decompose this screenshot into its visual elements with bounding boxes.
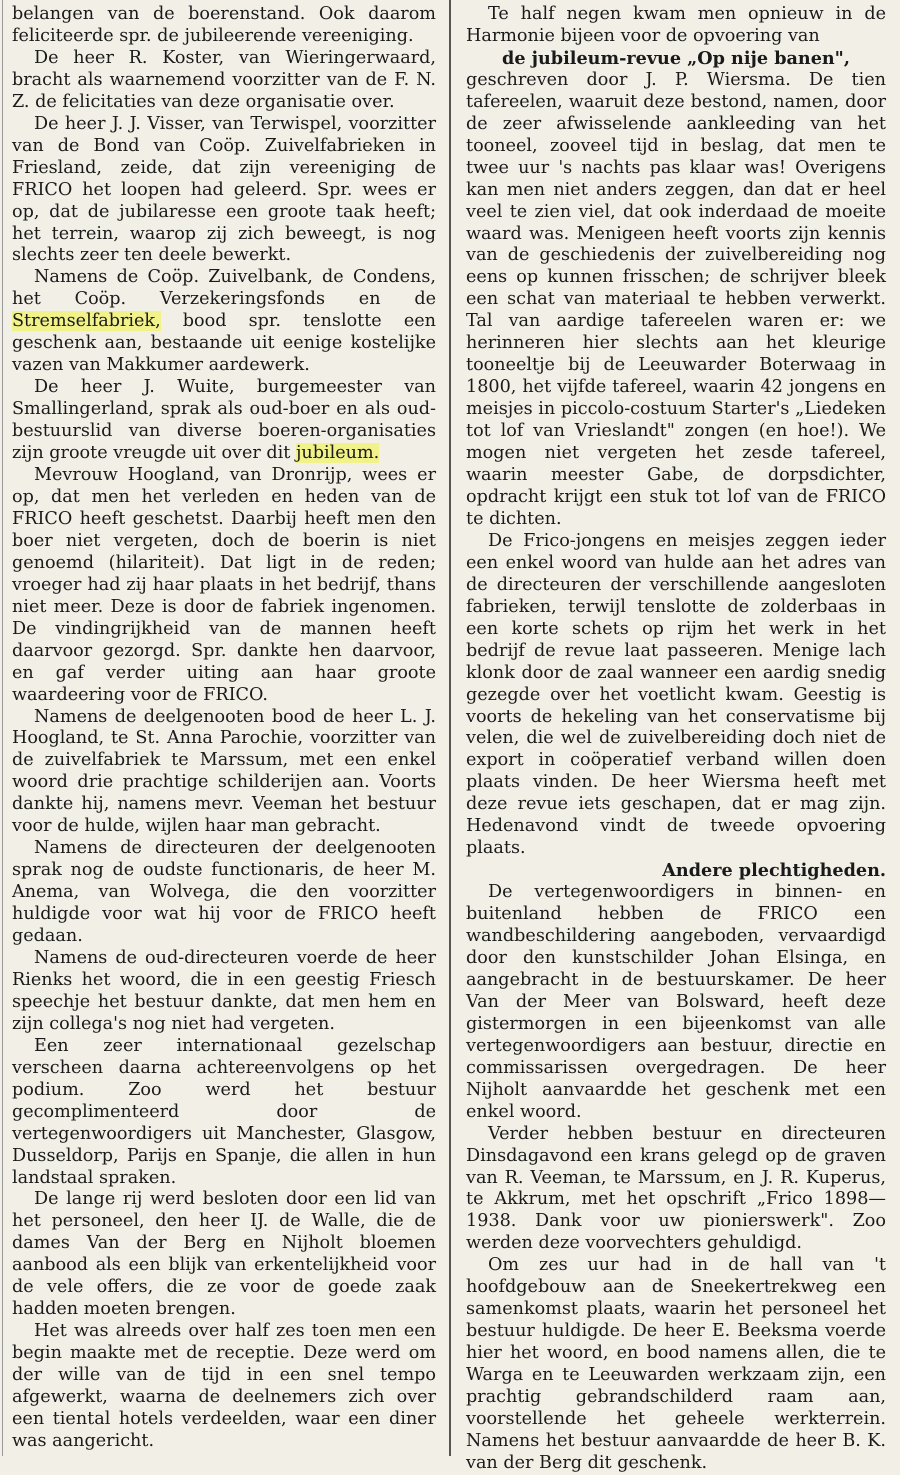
left-column bbox=[12, 4, 436, 1453]
paragraph bbox=[12, 267, 436, 377]
paragraph: Te half negen kwam men opnieuw in de Harmonie bijeen voor de opvoering van bbox=[466, 4, 886, 46]
paragraph: Het was alreeds over half zes toen men een begin maakte met de receptie. Deze werd om der wille van de tijd in een snel tempo afgewerkt, waarna de deelnemers zich over een tiental hotels verdeelden, waar een diner was aangericht. bbox=[12, 1321, 436, 1451]
section-heading: Andere plechtigheden. bbox=[662, 860, 886, 882]
paragraph: geschreven door J. P. Wiersma. De tien tafereelen, waaruit deze bestond, namen, door de zeer afwisselende aankleeding van het tooneel, zooveel tijd in beslag, dat men te twee uur 's nachts pas klaar was! Overigens kan men niet anders zeggen, dan dat er heel veel te zien viel, dat ook inderdaad de moeite waard was. Menigeen heeft voorts zijn kennis van de geschiedenis der zuivelbereiding nog eens op kunnen frisschen; de schrijver bleek een schat van materiaal te hebben verwerkt. Tal van aardige tafereelen waren er: we herinneren hier slechts aan het kleurige tooneeltje bij de Leeuwarder Boterwaag in 1800, het vijfde tafereel, waarin 42 jongens en meisjes in piccolo-costuum Starter's „Liedeken tot lof van Vrieslandt" zongen (en hoe!). We mogen niet vergeten het zesde tafereel, waarin meester Gabe, de dorpsdichter, opdracht krijgt een stuk tot lof van de FRICO te dichten. bbox=[466, 69, 886, 529]
paragraph: De heer R. Koster, van Wieringerwaard, bracht als waarnemend voorzitter van de F. N. Z. de felicitaties van deze organisatie over. bbox=[12, 47, 436, 112]
paragraph: De vertegenwoordigers in binnen- en buitenland hebben de FRICO een wandbeschildering aangeboden, vervaardigd door den kunstschilder Johan Elsinga, en aangebracht in de bestuurskamer. De heer Van der Meer van Bolsward, heeft deze gistermorgen in een bijeenkomst van alle vertegenwoordigers aan bestuur, directie en commissarissen overgedragen. De heer Nijholt aanvaardde het geschenk met een enkel woord. bbox=[466, 882, 886, 1122]
paragraph: Mevrouw Hoogland, van Dronrijp, wees er op, dat men het verleden en heden van de FRICO heeft geschetst. Daarbij heeft men den boer niet vergeten, doch de boerin is niet genoemd (hilariteit). Dat ligt in de reden; vroeger had zij haar plaats in het bedrijf, thans niet meer. Deze is door de fabriek ingenomen. De vindingrijkheid van de mannen heeft daarvoor gezorgd. Spr. dankte hen daarvoor, en gaf verder uiting aan haar groote waardeering voor de FRICO. bbox=[12, 465, 436, 705]
paragraph: De heer J. J. Visser, van Terwispel, voorzitter van de Bond van Coöp. Zuivelfabrieken in Friesland, zeide, dat zijn vereeniging de FRICO het loopen had geleerd. Spr. wees er op, dat de jubilaresse een groote taak heeft; het terrein, waarop zij zich beweegt, is nog slechts zeer ten deele bewerkt. bbox=[12, 113, 436, 266]
column-divider bbox=[449, 0, 451, 1456]
highlighted-term: jubileum. bbox=[295, 443, 380, 464]
paragraph: Een zeer internationaal gezelschap verscheen daarna achtereenvolgens op het podium. Zoo werd het bestuur gecomplimenteerd door de vertegenwoordigers uit Manchester, Glasgow, Dusseldorp, Parijs en Spanje, die allen in hun landstaal spraken. bbox=[12, 1035, 436, 1188]
paragraph bbox=[12, 377, 436, 465]
right-column bbox=[466, 4, 886, 1475]
paragraph: De lange rij werd besloten door een lid van het personeel, den heer IJ. de Walle, die de dames Van der Berg en Nijholt bloemen aanbood als een blijk van erkentelijkheid voor de vele offers, die ze voor de goede zaak hadden moeten brengen. bbox=[12, 1189, 436, 1320]
paragraph: Namens de oud-directeuren voerde de heer Rienks het woord, die in een geestig Friesch speechje het bestuur dankte, dat men hem en zijn collega's nog niet had vergeten. bbox=[12, 947, 436, 1034]
paragraph: belangen van de boerenstand. Ook daarom feliciteerde spr. de jubileerende vereeniging. bbox=[12, 4, 436, 46]
page-edge-line bbox=[2, 0, 3, 1456]
paragraph-text: bood spr. tenslotte een geschenk aan, bestaande uit eenige kostelijke vazen van Makkumer aardewerk. bbox=[12, 311, 436, 376]
paragraph: De Frico-jongens en meisjes zeggen ieder een enkel woord van hulde aan het adres van de directeuren der verschillende aangesloten fabrieken, terwijl tenslotte de zolderbaas in een korte schets op rijm het werk in het bedrijf de revue laat passeeren. Menige lach klonk door de zaal wanneer een aardig snedig gezegde over het voetlicht kwam. Geestig is voorts de hekeling van het conservatisme bij velen, die wel de zuivelbereiding doch niet de export in coöperatief verband willen doen plaats vinden. De heer Wiersma heeft met deze revue iets geschapen, dat er mag zijn. Hedenavond vindt de tweede opvoering plaats. bbox=[466, 530, 886, 859]
paragraph: Namens de deelgenooten bood de heer L. J. Hoogland, te St. Anna Parochie, voorzitter van de zuivelfabriek te Marssum, met een enkel woord drie prachtige schilderijen aan. Voorts dankte hij, namens mevr. Veeman het bestuur voor de hulde, wijlen haar man gebracht. bbox=[12, 706, 436, 837]
paragraph: Verder hebben bestuur en directeuren Dinsdagavond een krans gelegd op de graven van R. Veeman, te Marssum, en J. R. Kuperus, te Akkrum, met het opschrift „Frico 1898—1938. Dank voor uw pionierswerk". Zoo werden deze voorvechters gehuldigd. bbox=[466, 1123, 886, 1254]
section-heading: de jubileum-revue „Op nije banen", bbox=[502, 47, 850, 69]
highlighted-term: Stremselfabriek, bbox=[12, 311, 161, 332]
paragraph: Om zes uur had in de hall van 't hoofdgebouw aan de Sneekertrekweg een samenkomst plaats, waarin het personeel het bestuur huldigde. De heer E. Beeksma voerde hier het woord, en bood namens allen, die te Warga en te Leeuwarden werkzaam zijn, een prachtig gebrandschilderd raam aan, voorstellende het geheele werkterrein. Namens het bestuur aanvaardde de heer B. K. van der Berg dit geschenk. bbox=[466, 1255, 886, 1473]
paragraph-text: Namens de Coöp. Zuivelbank, de Condens, het Coöp. Verzekeringsfonds en de bbox=[12, 267, 436, 310]
paragraph: Namens de directeuren der deelgenooten sprak nog de oudste functionaris, de heer M. Anema, van Wolvega, die den voorzitter huldigde voor wat hij voor de FRICO heeft gedaan. bbox=[12, 838, 436, 947]
paragraph-text: De heer J. Wuite, burgemeester van Smallingerland, sprak als oud-boer en als oud-bestuurslid van diverse boeren-organisaties zijn groote vreugde uit over dit bbox=[12, 377, 436, 464]
